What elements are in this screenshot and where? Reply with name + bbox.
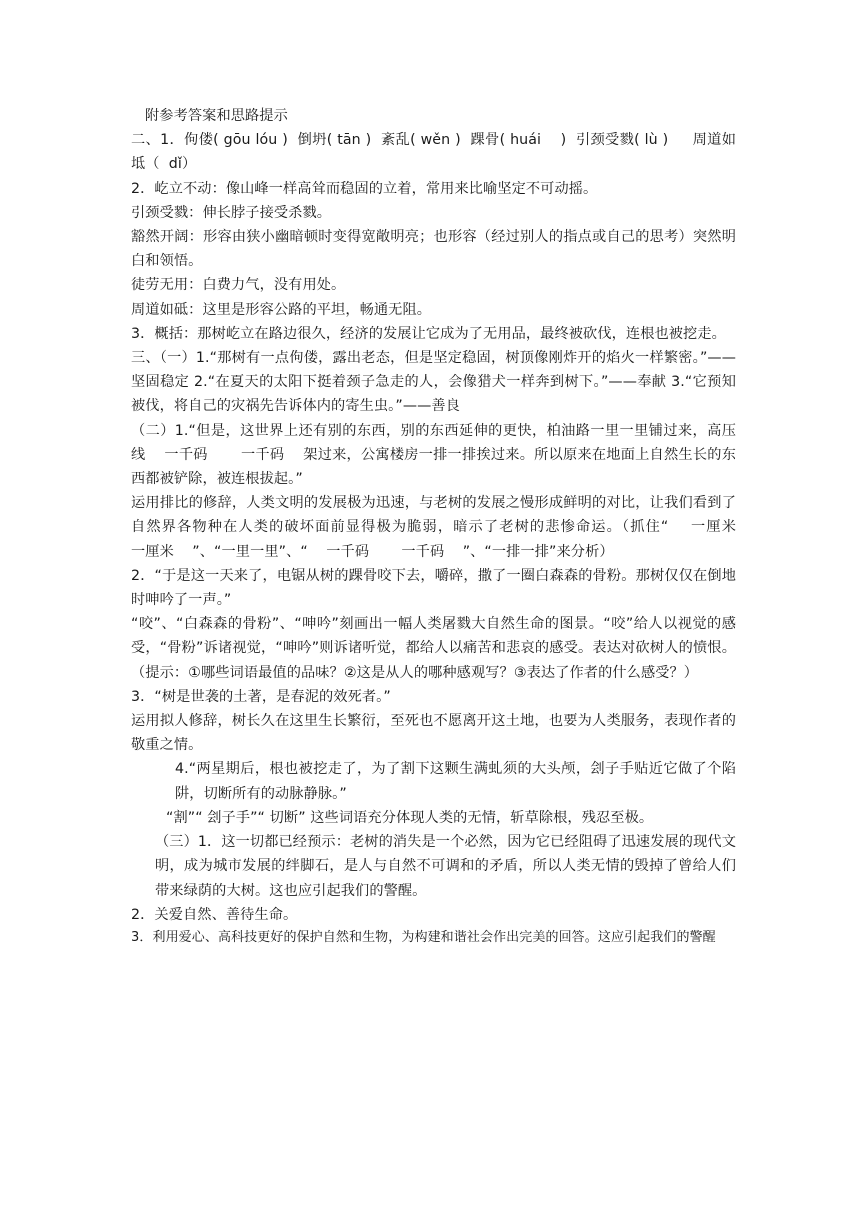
paragraph: 运用排比的修辞，人类文明的发展极为迅速，与老树的发展之慢形成鲜明的对比，让我们看到了自然界各物种在人类的破坏面前显得极为脆弱，暗示了老树的悲惨命运。（抓住“ 一厘米 一厘米 ”、“一里一里”、“ 一千码 一千码 ”、“一排一排”来分析） — [131, 495, 769, 560]
paragraph: 徒劳无用：白费力气，没有用处。 — [131, 277, 346, 294]
section-heading: 附参考答案和思路提示 — [145, 108, 288, 124]
paragraph: 3．“树是世袭的土著，是春泥的效死者。” — [131, 688, 391, 705]
paragraph: “割”“ 刽子手”“ 切断” 这些词语充分体现人类的无情，斩草除根，残忍至极。 — [166, 809, 654, 826]
paragraph: 三、（一）1.“那树有一点佝偻，露出老态，但是坚定稳固，树顶像刚炸开的焰火一样繁密。”——坚固稳定 2.“在夏天的太阳下挺着颈子急走的人，会像猎犬一样奔到树下。”——奉献 3.“它预知被伐，将自己的灾祸先告诉体内的寄生虫。”——善良 — [131, 350, 736, 415]
paragraph: 3．利用爱心、高科技更好的保护自然和生物，为构建和谐社会作出完美的回答。这应引起我们的警醒 — [131, 929, 716, 945]
paragraph: 4.“两星期后，根也被挖走了，为了割下这颗生满虬须的大头颅，刽子手贴近它做了个陷阱，切断所有的动脉静脉。” — [175, 761, 736, 802]
paragraph: 2．“于是这一天来了，电锯从树的踝骨咬下去，嚼碎，撒了一圈白森森的骨粉。那树仅仅在倒地时呻吟了一声。” — [131, 567, 736, 609]
paragraph: （二）1.“但是，这世界上还有别的东西，别的东西延伸的更快，柏油路一里一里铺过来，高压线 一千码 一千码 架过来，公寓楼房一排一排挨过来。所以原来在地面上自然生长的东西都被铲除，被连根拔起。” — [131, 422, 736, 488]
paragraph: （三）1．这一切都已经预示：老树的消失是一个必然，因为它已经阻碍了迅速发展的现代文明，成为城市发展的绊脚石，是人与自然不可调和的矛盾，所以人类无情的毁掉了曾给人们带来绿荫的大树。这也应引起我们的警醒。 — [155, 834, 736, 899]
paragraph: 周道如砥：这里是形容公路的平坦，畅通无阻。 — [131, 301, 432, 318]
paragraph: “咬”、“白森森的骨粉”、“呻吟”刻画出一幅人类屠戮大自然生命的图景。“咬”给人以视觉的感受，“骨粉”诉诸视觉，“呻吟”则诉诸听觉，都给人以痛苦和悲哀的感受。表达对砍树人的愤恨。（提示：①哪些词语最值的品味？②这是从人的哪种感观写？③表达了作者的什么感受？） — [131, 616, 736, 681]
paragraph: 运用拟人修辞，树长久在这里生长繁衍，至死也不愿离开这土地，也要为人类服务，表现作者的敬重之情。 — [131, 713, 736, 754]
paragraph: 豁然开阔：形容由狭小幽暗顿时变得宽敞明亮；也形容（经过别人的指点或自己的思考）突然明白和领悟。 — [131, 229, 736, 270]
paragraph: 二、1．佝偻( gōu lóu ) 倒坍( tān ) 紊乱( wěn ) 踝骨( huái ) 引颈受戮( lù ) 周道如坻（ dǐ） — [131, 132, 736, 173]
paragraph: 2．屹立不动：像山峰一样高耸而稳固的立着，常用来比喻坚定不可动摇。 — [131, 180, 598, 197]
paragraph: 3．概括：那树屹立在路边很久，经济的发展让它成为了无用品，最终被砍伐，连根也被挖走。 — [131, 325, 726, 342]
paragraph: 引颈受戮：伸长脖子接受杀戮。 — [131, 204, 332, 221]
document-body — [131, 104, 769, 948]
paragraph: 2．关爱自然、善待生命。 — [131, 906, 298, 923]
